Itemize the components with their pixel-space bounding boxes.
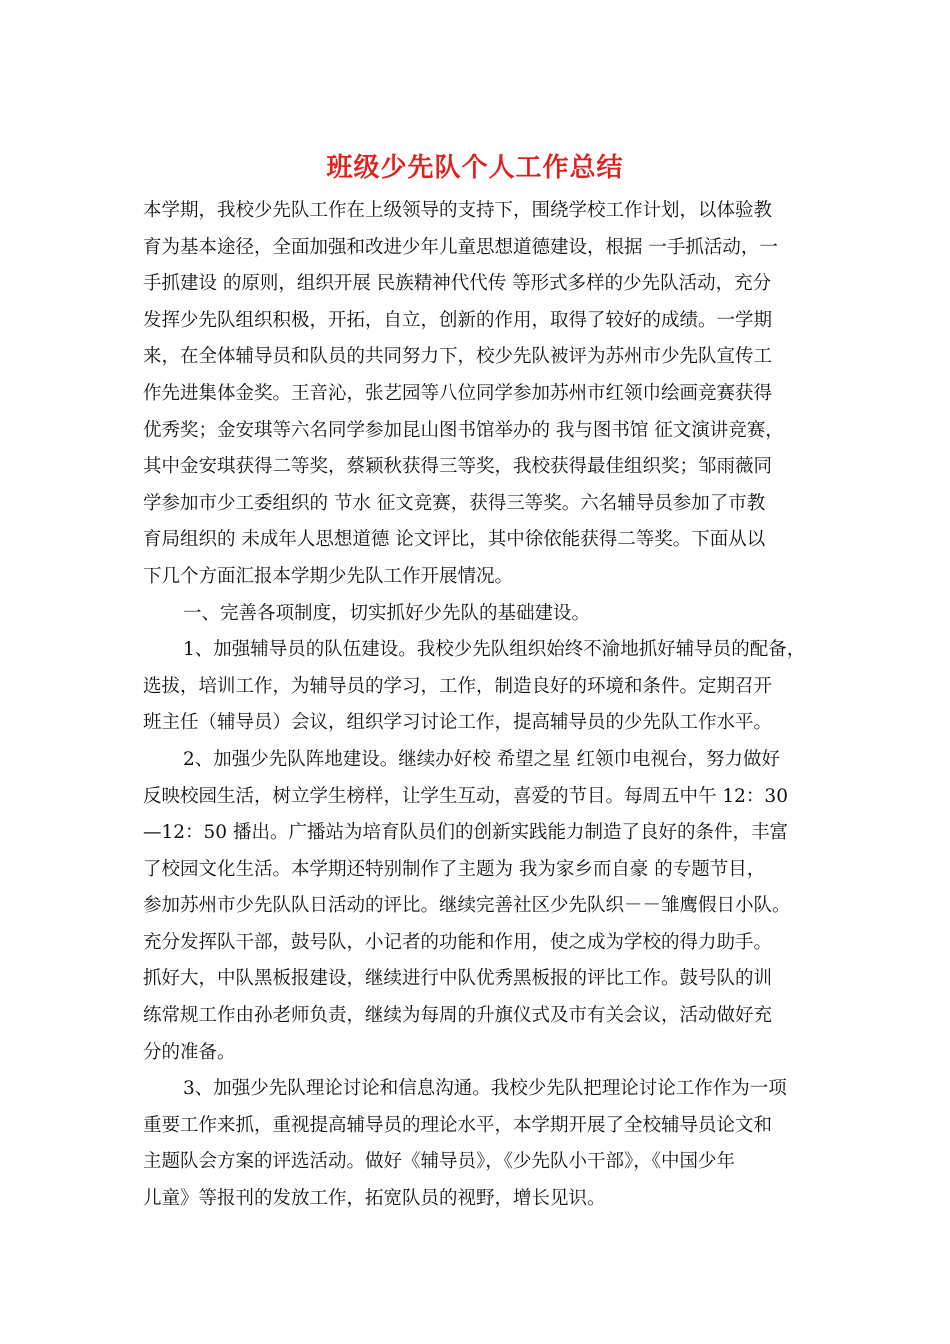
body-line: 反映校园生活，树立学生榜样，让学生互动，喜爱的节目。每周五中午 12：30 (143, 785, 788, 807)
body-line: 育局组织的 未成年人思想道德 论文评比，其中徐依能获得二等奖。下面从以 (143, 529, 766, 551)
body-line: 分的准备。 (143, 1041, 236, 1063)
body-line: 抓好大，中队黑板报建设，继续进行中队优秀黑板报的评比工作。鼓号队的训 (143, 968, 773, 990)
document-body (143, 193, 823, 1218)
body-line: —12：50 播出。广播站为培育队员们的创新实践能力制造了良好的条件，丰富 (143, 822, 788, 844)
body-line: 了校园文化生活。本学期还特别制作了主题为 我为家乡而自豪 的专题节目， (143, 858, 766, 880)
body-line: 一、完善各项制度，切实抓好少先队的基础建设。 (183, 602, 591, 624)
body-line: 1、加强辅导员的队伍建设。我校少先队组织始终不渝地抓好辅导员的配备， (183, 639, 806, 661)
document-title: 班级少先队个人工作总结 (326, 153, 624, 183)
body-line: 2、加强少先队阵地建设。继续办好校 希望之星 红领巾电视台，努力做好 (183, 748, 781, 770)
body-line: 儿童》等报刊的发放工作，拓宽队员的视野，增长见识。 (143, 1188, 606, 1210)
body-line: 作先进集体金奖。王音沁，张艺园等八位同学参加苏州市红领巾绘画竞赛获得 (143, 382, 773, 404)
body-line: 重要工作来抓，重视提高辅导员的理论水平，本学期开展了全校辅导员论文和 (143, 1114, 773, 1136)
body-line: 手抓建设 的原则，组织开展 民族精神代代传 等形式多样的少先队活动，充分 (143, 273, 772, 295)
body-line: 其中金安琪获得二等奖，蔡颖秋获得三等奖，我校获得最佳组织奖；邹雨薇同 (143, 456, 773, 478)
body-line: 练常规工作由孙老师负责，继续为每周的升旗仪式及市有关会议，活动做好充 (143, 1005, 773, 1027)
body-line: 育为基本途径，全面加强和改进少年儿童思想道德建设，根据 一手抓活动，一 (143, 236, 778, 258)
body-line: 班主任（辅导员）会议，组织学习讨论工作，提高辅导员的少先队工作水平。 (143, 712, 773, 734)
body-line: 优秀奖；金安琪等六名同学参加昆山图书馆举办的 我与图书馆 征文演讲竞赛， (143, 419, 784, 441)
body-line: 本学期，我校少先队工作在上级领导的支持下，围绕学校工作计划，以体验教 (143, 200, 773, 221)
body-line: 充分发挥队干部，鼓号队，小记者的功能和作用，使之成为学校的得力助手。 (143, 931, 773, 953)
body-line: 下几个方面汇报本学期少先队工作开展情况。 (143, 565, 514, 587)
body-line: 来，在全体辅导员和队员的共同努力下，校少先队被评为苏州市少先队宣传工 (143, 346, 773, 368)
body-line: 3、加强少先队理论讨论和信息沟通。我校少先队把理论讨论工作作为一项 (183, 1078, 787, 1100)
body-line: 学参加市少工委组织的 节水 征文竞赛，获得三等奖。六名辅导员参加了市教 (143, 492, 766, 514)
body-line: 参加苏州市少先队队日活动的评比。继续完善社区少先队织－－雏鹰假日小队。 (143, 895, 791, 917)
body-line: 发挥少先队组织积极，开拓，自立，创新的作用，取得了较好的成绩。一学期 (143, 309, 773, 331)
body-line: 主题队会方案的评选活动。做好《辅导员》，《少先队小干部》，《中国少年 (143, 1151, 736, 1173)
body-line: 选拔，培训工作，为辅导员的学习，工作，制造良好的环境和条件。定期召开 (143, 675, 773, 697)
